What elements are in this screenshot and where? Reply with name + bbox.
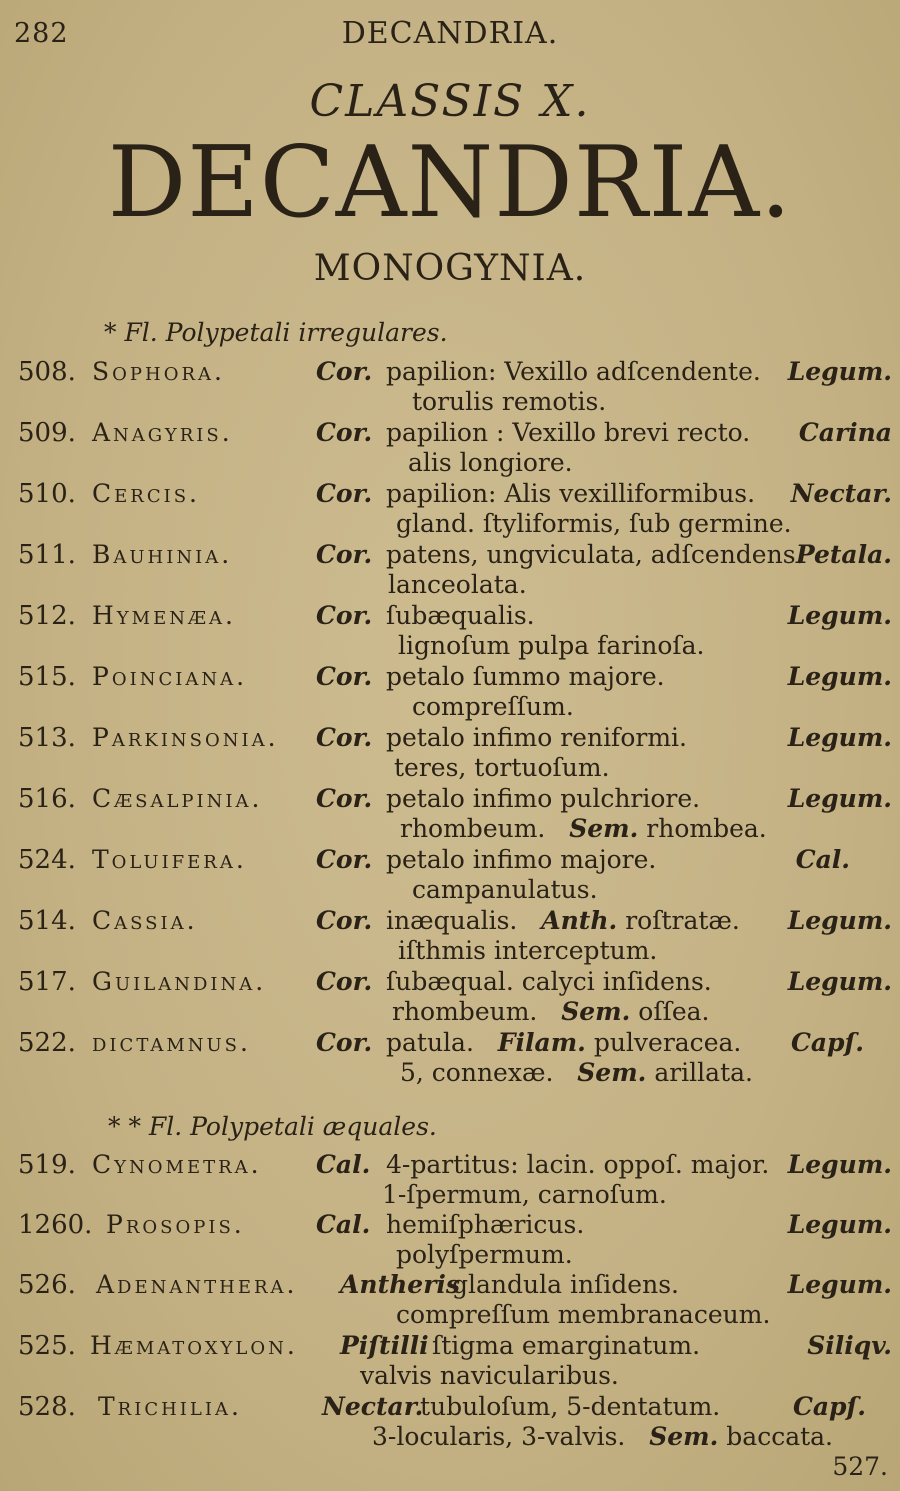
entry-lead: Cor. <box>316 601 373 630</box>
entry-number: 508. <box>18 357 76 387</box>
entry-description: patula. Filam. pulveracea. <box>386 1028 742 1057</box>
genus-name: Toluifera. <box>92 845 247 874</box>
entry-continuation: alis longiore. <box>408 448 573 477</box>
entry-continuation: polyſpermum. <box>396 1240 573 1269</box>
entry-continuation: lignoſum pulpa farinoſa. <box>398 631 705 660</box>
entry-description: inæqualis. Anth. roſtratæ. <box>386 906 740 935</box>
entry-description: papilion: Vexillo adſcendente. <box>386 357 761 386</box>
entry-number: 511. <box>18 540 76 570</box>
entry-description: papilion: Alis vexilliformibus. <box>386 479 756 508</box>
genus-entry <box>0 1270 900 1330</box>
genus-entry <box>0 540 900 600</box>
entry-number: 515. <box>18 662 76 692</box>
genus-name: Hymenæa. <box>92 601 236 630</box>
entry-number: 512. <box>18 601 76 631</box>
entry-number: 522. <box>18 1028 76 1058</box>
entry-continuation: compreſſum membranaceum. <box>396 1300 771 1329</box>
genus-name: Cercis. <box>92 479 200 508</box>
genus-name: Bauhinia. <box>92 540 233 569</box>
entry-fruit: Petala. <box>795 540 892 569</box>
entry-fruit: Legum. <box>787 1150 892 1179</box>
entry-number: 513. <box>18 723 76 753</box>
genus-entry <box>0 1392 900 1452</box>
section-heading-irregular: * Fl. Polypetali irregulares. <box>104 318 448 347</box>
entry-number: 514. <box>18 906 76 936</box>
entry-continuation: valvis navicularibus. <box>360 1361 619 1390</box>
entry-description: ſtigma emarginatum. <box>432 1331 701 1360</box>
genus-name: Sophora. <box>92 357 225 386</box>
genus-entry <box>0 1150 900 1210</box>
entry-continuation: campanulatus. <box>412 875 598 904</box>
genus-entry <box>0 357 900 417</box>
catchword: 527. <box>832 1452 888 1481</box>
genus-entry <box>0 723 900 783</box>
entry-description: ſubæqualis. <box>386 601 535 630</box>
entry-lead: Cor. <box>316 967 373 996</box>
genus-name: Cynometra. <box>92 1150 262 1179</box>
entry-continuation: lanceolata. <box>388 570 527 599</box>
entry-number: 510. <box>18 479 76 509</box>
classis-heading: CLASSIS X. <box>309 76 591 127</box>
entry-fruit: Legum. <box>787 357 892 386</box>
entry-continuation: iſthmis interceptum. <box>398 936 658 965</box>
entry-number: 526. <box>18 1270 76 1300</box>
genus-entry <box>0 418 900 478</box>
entry-fruit: Legum. <box>787 906 892 935</box>
page-number: 282 <box>14 18 69 49</box>
entry-number: 517. <box>18 967 76 997</box>
entry-lead: Cor. <box>316 906 373 935</box>
entry-number: 509. <box>18 418 76 448</box>
genus-entry <box>0 662 900 722</box>
entry-fruit: Capſ. <box>790 1028 864 1057</box>
genus-entry <box>0 906 900 966</box>
entry-continuation: gland. ſtyliformis, ſub germine. <box>396 509 792 538</box>
genus-entry <box>0 1331 900 1391</box>
entry-number: 519. <box>18 1150 76 1180</box>
entry-description: patens, ungviculata, adſcendens. <box>386 540 804 569</box>
entry-continuation: torulis remotis. <box>412 387 607 416</box>
genus-entry <box>0 1028 900 1088</box>
genus-entry <box>0 479 900 539</box>
entry-fruit: Legum. <box>787 662 892 691</box>
entry-lead: Nectar. <box>322 1392 424 1421</box>
entry-fruit: Legum. <box>787 1210 892 1239</box>
entry-lead: Cor. <box>316 723 373 752</box>
entry-lead: Cor. <box>316 418 373 447</box>
genus-name: Adenanthera. <box>96 1270 298 1299</box>
entry-number: 516. <box>18 784 76 814</box>
entry-fruit: Cal. <box>795 845 850 874</box>
entry-fruit: Nectar. <box>790 479 892 508</box>
genus-name: Cassia. <box>92 906 198 935</box>
entry-continuation: rhombeum. Sem. rhombea. <box>400 814 767 843</box>
genus-entry <box>0 1210 900 1270</box>
entry-description: petalo infimo reniformi. <box>386 723 687 752</box>
entry-description: 4-partitus: lacin. oppoſ. major. <box>386 1150 770 1179</box>
entry-continuation: 5, connexæ. Sem. arillata. <box>400 1058 753 1087</box>
entry-description: tubuloſum, 5-dentatum. <box>420 1392 721 1421</box>
entry-fruit: Capſ. <box>792 1392 866 1421</box>
entry-lead: Cor. <box>316 479 373 508</box>
entry-lead: Cal. <box>316 1150 371 1179</box>
genus-name: Parkinsonia. <box>92 723 279 752</box>
entry-continuation: teres, tortuoſum. <box>394 753 610 782</box>
entry-lead: Cor. <box>316 357 373 386</box>
genus-name: Anagyris. <box>92 418 233 447</box>
entry-description: hemiſphæricus. <box>386 1210 585 1239</box>
entry-fruit: Siliqv. <box>807 1331 892 1360</box>
entry-continuation: 1-ſpermum, carnoſum. <box>382 1180 667 1209</box>
entry-number: 528. <box>18 1392 76 1422</box>
genus-entry <box>0 601 900 661</box>
genus-name: Poinciana. <box>92 662 248 691</box>
entry-description: ſubæqual. calyci inſidens. <box>386 967 712 996</box>
genus-entry <box>0 845 900 905</box>
entry-lead: Cor. <box>316 784 373 813</box>
entry-fruit: Legum. <box>787 784 892 813</box>
entry-description: petalo ſummo majore. <box>386 662 665 691</box>
class-title: DECANDRIA. <box>107 126 793 240</box>
entry-lead: Cor. <box>316 845 373 874</box>
entry-description: petalo infimo majore. <box>386 845 657 874</box>
entry-lead: Cor. <box>316 1028 373 1057</box>
order-heading: MONOGYNIA. <box>313 248 587 289</box>
entry-description: petalo infimo pulchriore. <box>386 784 701 813</box>
entry-lead: Antheris <box>340 1270 460 1299</box>
genus-name: Hæmatoxylon. <box>90 1331 298 1360</box>
entry-fruit: Legum. <box>787 967 892 996</box>
entry-description: glandula inſidens. <box>452 1270 679 1299</box>
entry-lead: Piſtilli <box>340 1331 429 1360</box>
entry-number: 524. <box>18 845 76 875</box>
entry-lead: Cor. <box>316 662 373 691</box>
entry-number: 1260. <box>18 1210 93 1240</box>
genus-entry <box>0 967 900 1027</box>
entry-fruit: Legum. <box>787 723 892 752</box>
entry-continuation: 3-locularis, 3-valvis. Sem. baccata. <box>372 1422 833 1451</box>
entry-continuation: rhombeum. Sem. oſſea. <box>392 997 710 1026</box>
entry-fruit: Carina <box>798 418 892 447</box>
genus-name: Guilandina. <box>92 967 267 996</box>
entry-fruit: Legum. <box>787 601 892 630</box>
entry-continuation: compreſſum. <box>412 692 574 721</box>
entry-description: papilion : Vexillo brevi recto. <box>386 418 751 447</box>
entry-number: 525. <box>18 1331 76 1361</box>
entry-fruit: Legum. <box>787 1270 892 1299</box>
genus-entry <box>0 784 900 844</box>
section-heading-equal: * * Fl. Polypetali æquales. <box>108 1112 437 1141</box>
running-title: DECANDRIA. <box>341 16 559 51</box>
entry-lead: Cal. <box>316 1210 371 1239</box>
genus-name: Prosopis. <box>106 1210 245 1239</box>
genus-name: Trichilia. <box>98 1392 242 1421</box>
entry-lead: Cor. <box>316 540 373 569</box>
genus-name: dictamnus. <box>92 1028 251 1057</box>
genus-name: Cæsalpinia. <box>92 784 263 813</box>
